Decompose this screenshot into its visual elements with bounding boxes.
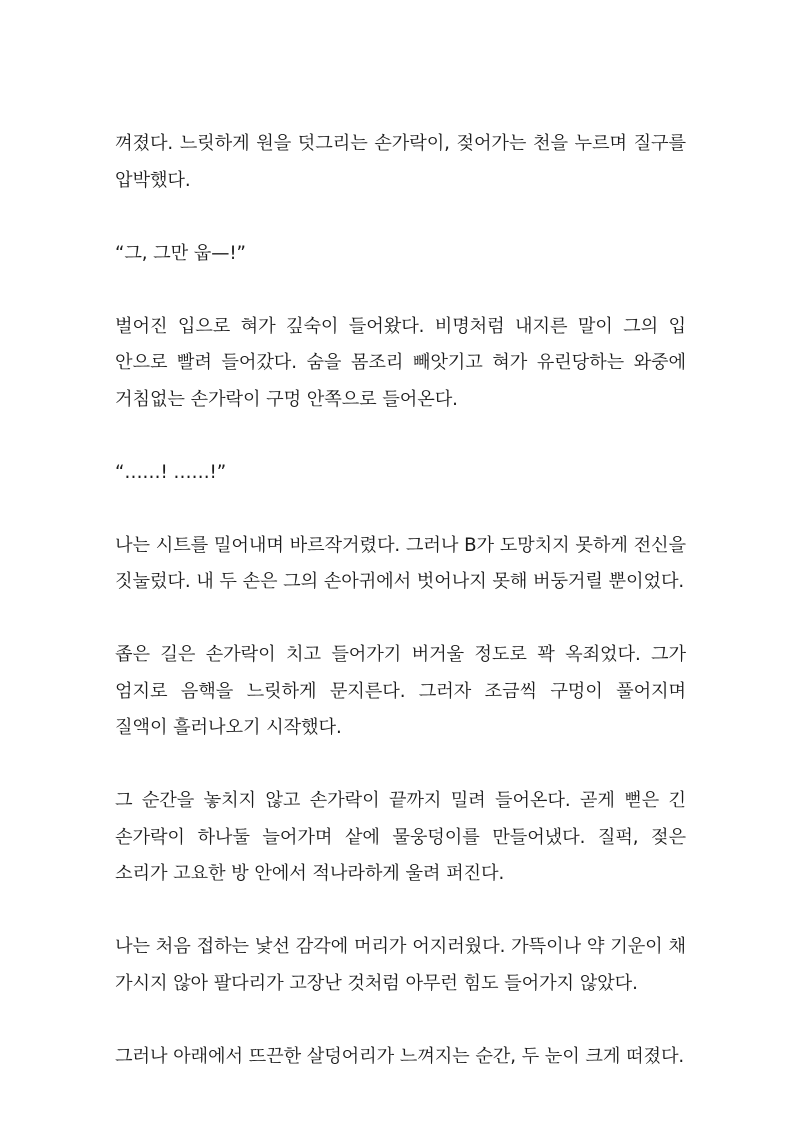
paragraph-8: 나는 처음 접하는 낯선 감각에 머리가 어지러웠다. 가뜩이나 약 기운이 채 가시지 않아 팔다리가 고장난 것처럼 아무런 힘도 들어가지 않았다.: [115, 936, 686, 994]
paragraph-6: 좁은 길은 손가락이 치고 들어가기 버거울 정도로 꽉 옥죄었다. 그가 엄지로 음핵을 느릿하게 문지른다. 그러자 조금씩 구멍이 풀어지며 질액이 흘러나오기 시작했다.: [115, 644, 686, 738]
paragraph-4-dialogue: “……! ……!”: [115, 461, 227, 483]
paragraph-3: 벌어진 입으로 혀가 깊숙이 들어왔다. 비명처럼 내지른 말이 그의 입 안으로 빨려 들어갔다. 숨을 몸조리 빼앗기고 혀가 유린당하는 와중에 거침없는 손가락이 구멍 안쪽으로 들어온다.: [115, 315, 686, 410]
paragraph-9: 그러나 아래에서 뜨끈한 살덩어리가 느껴지는 순간, 두 눈이 크게 떠졌다.: [115, 1045, 685, 1067]
paragraph-7: 그 순간을 놓치지 않고 손가락이 끝까지 밀려 들어온다. 곧게 뻗은 긴 손가락이 하나둘 늘어가며 샅에 물웅덩이를 만들어냈다. 질퍽, 젖은 소리가 고요한 방 안에서 적나라하게 울려 퍼진다.: [115, 790, 686, 884]
paragraph-2-dialogue: “그, 그만 웁—!”: [115, 242, 246, 264]
body-text: [115, 126, 686, 1075]
paragraph-5: 나는 시트를 밀어내며 바르작거렸다. 그러나 B가 도망치지 못하게 전신을 짓눌렀다. 내 두 손은 그의 손아귀에서 벗어나지 못해 버둥거릴 뿐이었다.: [115, 534, 686, 592]
paragraph-1: 껴졌다. 느릿하게 원을 덧그리는 손가락이, 젖어가는 천을 누르며 질구를 압박했다.: [115, 133, 686, 191]
